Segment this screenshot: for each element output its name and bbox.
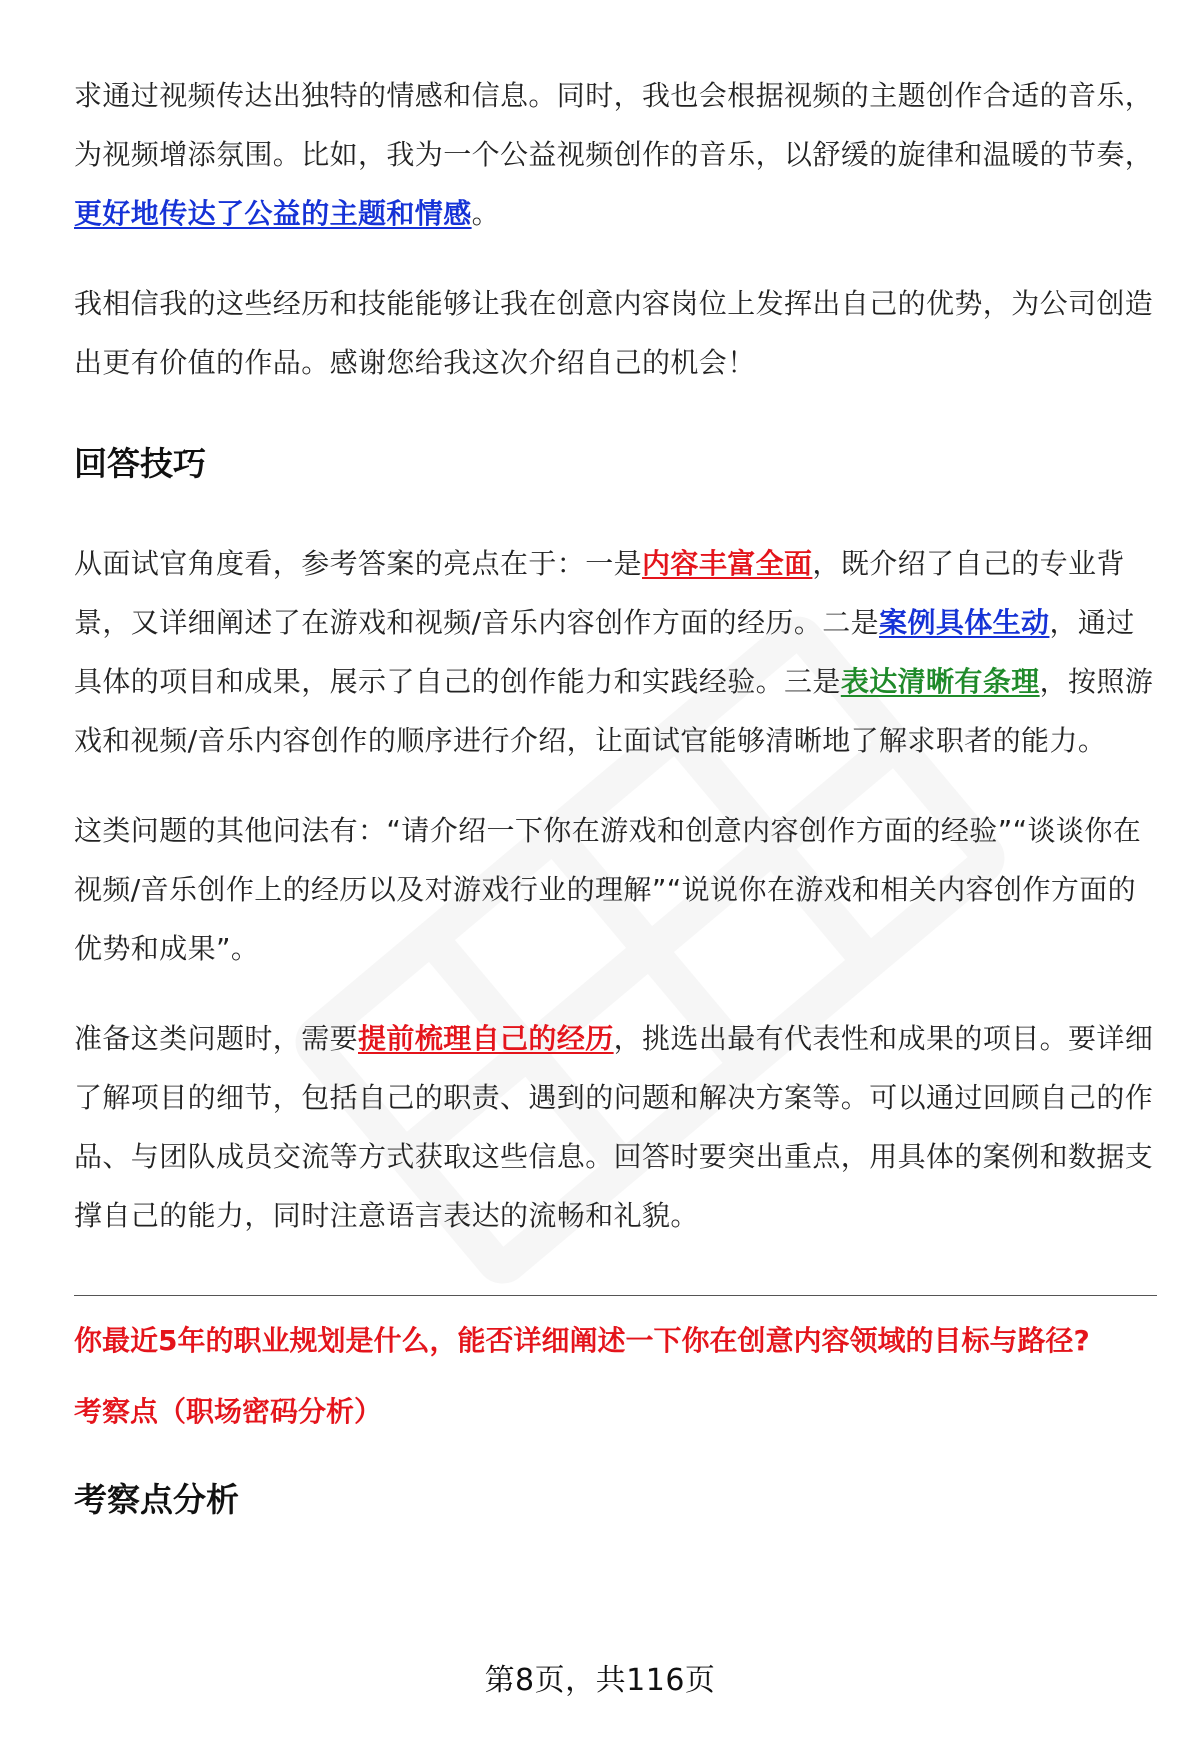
paragraph-text: ，通过具体的项目和成果，展示了自己的创作能力和实践经验。三是 — [74, 606, 1135, 698]
highlight-red: 提前梳理自己的经历 — [358, 1022, 614, 1055]
tips-paragraph-2: 这类问题的其他问法有：“请介绍一下你在游戏和创意内容创作方面的经验”“谈谈你在视频/音乐创作上的经历以及对游戏行业的理解”“说说你在游戏和相关内容创作方面的优势和成果”。 — [74, 814, 1142, 965]
highlight-blue: 案例具体生动 — [879, 606, 1050, 639]
highlight-red: 内容丰富全面 — [642, 547, 813, 580]
assessment-point-label: 考察点（职场密码分析） — [74, 1395, 383, 1428]
section-title-tips: 回答技巧 — [74, 444, 206, 483]
paragraph-text: 求通过视频传达出独特的情感和信息。同时，我也会根据视频的主题创作合适的音乐，为视频增添氛围。比如，我为一个公益视频创作的音乐，以舒缓的旋律和温暖的节奏， — [74, 79, 1154, 171]
main-content — [74, 66, 1154, 1524]
intro-paragraph-2: 我相信我的这些经历和技能能够让我在创意内容岗位上发挥出自己的优势，为公司创造出更有价值的作品。感谢您给我这次介绍自己的机会！ — [74, 287, 1154, 379]
section-divider — [74, 1295, 1157, 1296]
tips-paragraph-1 — [74, 534, 1154, 770]
highlight-blue: 更好地传达了公益的主题和情感 — [74, 197, 472, 230]
page-number: 第8页，共116页 — [484, 1663, 716, 1698]
section-title-analysis: 考察点分析 — [74, 1480, 239, 1519]
next-question: 你最近5年的职业规划是什么，能否详细阐述一下你在创意内容领域的目标与路径? — [74, 1324, 1090, 1357]
paragraph-text: ，既介绍了自己的专业背景，又详细阐述了在游戏和视频/音乐内容创作方面的经历。二是 — [74, 547, 1125, 639]
paragraph-text: ，按照游戏和视频/音乐内容创作的顺序进行介绍，让面试官能够清晰地了解求职者的能力。 — [74, 665, 1154, 757]
highlight-green: 表达清晰有条理 — [840, 665, 1040, 698]
intro-paragraph-1 — [74, 66, 1154, 243]
tips-paragraph-3 — [74, 1009, 1154, 1245]
paragraph-text: 。 — [471, 197, 501, 230]
paragraph-text: ，挑选出最有代表性和成果的项目。要详细了解项目的细节，包括自己的职责、遇到的问题和解决方案等。可以通过回顾自己的作品、与团队成员交流等方式获取这些信息。回答时要突出重点，用具体的案例和数据支撑自己的能力，同时注意语言表达的流畅和礼貌。 — [74, 1022, 1154, 1232]
paragraph-text: 从面试官角度看，参考答案的亮点在于：一是 — [74, 547, 643, 580]
paragraph-text: 准备这类问题时，需要 — [74, 1022, 359, 1055]
